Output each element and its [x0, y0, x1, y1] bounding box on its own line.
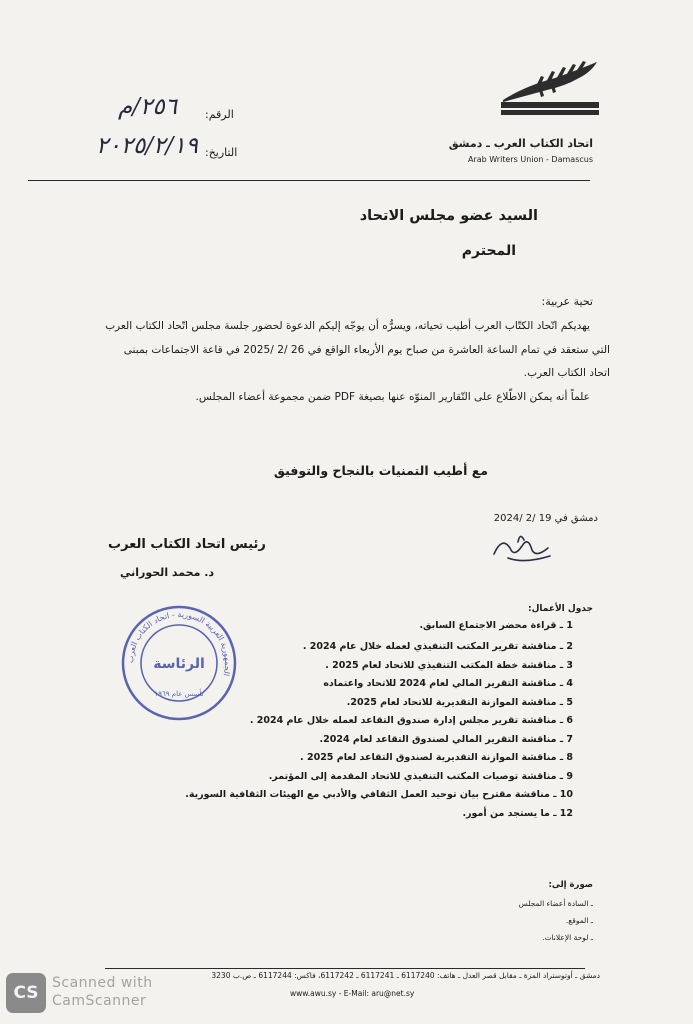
stamp-ring-text: الجمهورية العربية السورية - اتحاد الكتاب العرب	[125, 609, 233, 677]
agenda-item: 2 ـ مناقشة تقرير المكتب التنفيذي لعمله خلال عام 2024 .	[302, 641, 573, 652]
agenda-item: 9 ـ مناقشة توصيات المكتب التنفيذي للاتحاد المقدمة إلى المؤتمر.	[268, 770, 573, 782]
body-paragraph: يهديكم اتّحاد الكتّاب العرب أطيب تحياته، ويسرُّه أن يوجّه إليكم الدعوة لحضور جلسة مجلس اتّحاد الكتاب العرب التي ستعقد في تمام الساعة العاشرة من صباح يوم الأربعاء الواقع في 26 /2 /2025 في قاعة الاجتماعات بمبنى اتحاد الكتاب العرب.	[105, 320, 610, 379]
feather-book-logo-icon	[495, 56, 605, 118]
handwritten-signature	[488, 528, 556, 568]
stamp-founded-text: تأسس عام ١٩٦٩	[154, 690, 204, 698]
copies-list	[453, 895, 593, 946]
honorific: المحترم	[461, 243, 516, 259]
org-name-arabic: اتحاد الكتاب العرب ـ دمشق	[448, 137, 593, 150]
agenda-item: 5 ـ مناقشة الموازنة التقديرية للاتحاد لعام 2025.	[346, 696, 573, 708]
reference-number-label: الرقم:	[205, 108, 234, 121]
reference-date-label: التاريخ:	[205, 146, 238, 159]
camscanner-line-1: Scanned with	[52, 975, 153, 991]
reference-number-handwritten: ٢٥٦/م	[118, 94, 178, 120]
camscanner-line-2: CamScanner	[52, 993, 147, 1009]
copies-title: صورة إلى:	[548, 880, 593, 890]
agenda-item: 12 ـ ما يستجد من أمور.	[462, 807, 573, 819]
agenda-item: 7 ـ مناقشة التقرير المالي لصندوق التقاعد لعام 2024.	[319, 733, 573, 745]
president-name: د. محمد الحوراني	[120, 566, 215, 579]
footer-web-email: www.awu.sy - E-Mail: aru@net.sy	[290, 989, 415, 998]
agenda-item: 4 ـ مناقشة التقرير المالي لعام 2024 للاتحاد واعتماده	[323, 678, 573, 689]
reference-date-handwritten: ٢٠٢٥/٢/١٩	[96, 133, 198, 159]
agenda-list	[173, 617, 573, 823]
footer-address: دمشق ـ أوتوستراد المزة ـ مقابل قصر العدل ـ هاتف: 6117240 ـ 6117241 ـ 6117242، فاكس: 6117244 ـ ص.ب 3230	[211, 971, 600, 980]
greeting: تحية عربية:	[541, 295, 593, 308]
letter-body	[100, 315, 610, 409]
closing-line: مع أطيب التمنيات بالنجاح والتوفيق	[273, 463, 488, 478]
addressee: السيد عضو مجلس الاتحاد	[359, 208, 538, 224]
footer-divider	[105, 968, 585, 969]
copies-item: ـ الموقع.	[565, 916, 593, 925]
copies-item: ـ السادة أعضاء المجلس	[518, 899, 593, 908]
agenda-item: 1 ـ قراءة محضر الاجتماع السابق.	[419, 620, 573, 631]
president-title: رئيس اتحاد الكتاب العرب	[108, 537, 266, 552]
place-and-date: دمشق في 19 /2 /2024	[493, 513, 598, 524]
agenda-item: 8 ـ مناقشة الموازنة التقديرية لصندوق التقاعد لعام 2025 .	[300, 752, 573, 763]
stamp-center-text: الرئاسة	[153, 656, 205, 672]
camscanner-logo-icon: CS	[6, 973, 46, 1013]
agenda-item: 10 ـ مناقشة مقترح بيان توحيد العمل الثقافي والأدبي مع الهيئات الثقافية السورية.	[185, 789, 573, 800]
agenda-title: جدول الأعمال:	[528, 604, 593, 614]
agenda-item: 3 ـ مناقشة خطة المكتب التنفيذي للاتحاد لعام 2025 .	[325, 659, 573, 671]
body-paragraph: علماً أنه يمكن الاطّلاع على التّقارير المنوّه عنها بصيغة PDF ضمن مجموعة أعضاء المجلس.	[195, 390, 590, 403]
camscanner-watermark	[52, 974, 153, 1010]
org-name-english: Arab Writers Union - Damascus	[467, 155, 593, 164]
agenda-item: 6 ـ مناقشة تقرير مجلس إدارة صندوق التقاعد لعمله خلال عام 2024 .	[249, 715, 573, 726]
copies-item: ـ لوحة الإعلانات.	[542, 933, 593, 942]
header-divider	[28, 180, 590, 181]
